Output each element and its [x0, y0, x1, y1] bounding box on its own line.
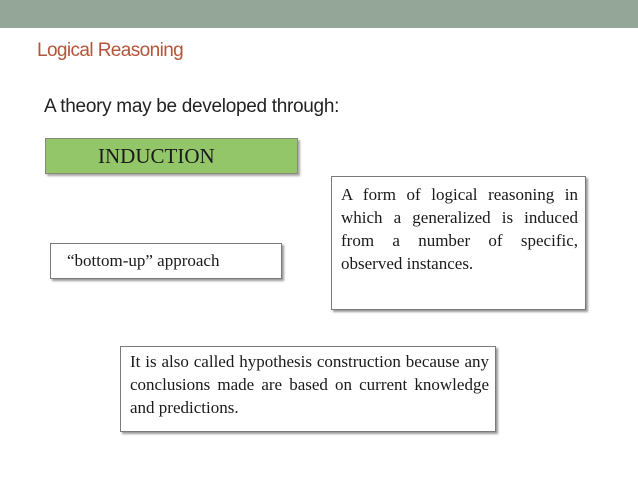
top-accent-bar: [0, 0, 638, 28]
induction-box: INDUCTION: [45, 138, 298, 174]
bottom-up-approach-box: “bottom-up” approach: [50, 243, 282, 279]
slide-title: Logical Reasoning: [37, 40, 184, 61]
slide-subtitle: A theory may be developed through:: [44, 96, 340, 117]
induction-definition-box: A form of logical reasoning in which a generalized is induced from a number of specific, observed instances.: [331, 176, 586, 310]
hypothesis-construction-box: It is also called hypothesis construction because any conclusions made are based on current knowledge and predictions.: [120, 346, 496, 432]
